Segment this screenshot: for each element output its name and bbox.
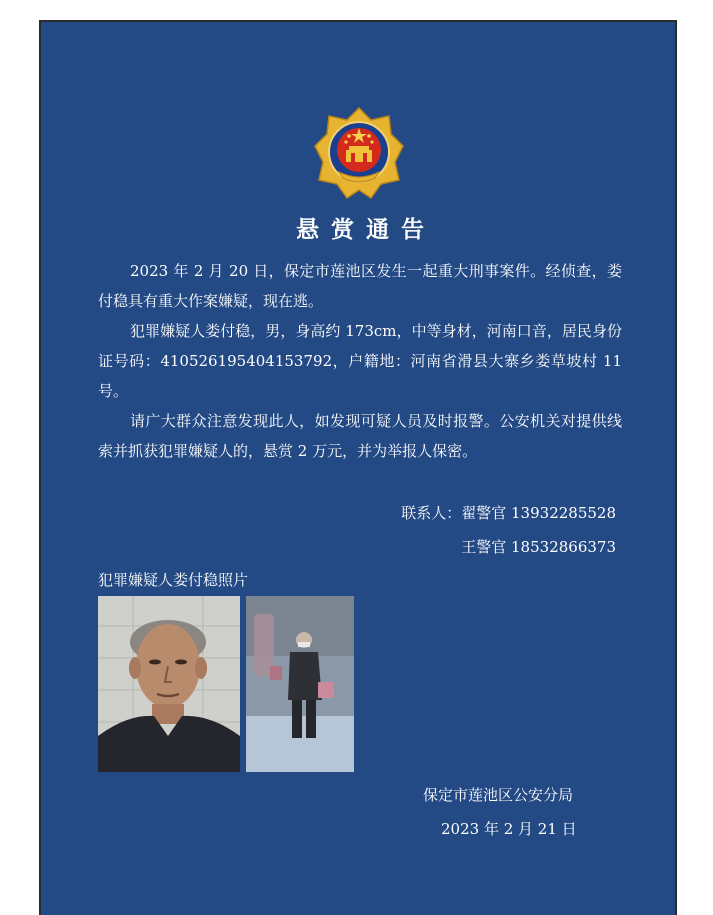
suspect-surveillance-photo <box>246 596 354 772</box>
wanted-notice-board <box>39 20 677 915</box>
notice-title: 悬赏通告 <box>296 216 436 243</box>
issue-date: 2023 年 2 月 21 日 <box>441 820 577 838</box>
case-paragraph: 2023 年 2 月 20 日，保定市莲池区发生一起重大刑事案件。经侦查，娄付稳具有重大作案嫌疑，现在逃。 <box>98 262 622 310</box>
issuing-authority: 保定市莲池区公安分局 <box>423 786 574 804</box>
suspect-portrait-photo <box>98 596 240 772</box>
suspect-details-paragraph: 犯罪嫌疑人娄付稳，男，身高约 173cm，中等身材，河南口音，居民身份证号码：410526195404153792，户籍地：河南省滑县大寨乡娄草坡村 11 号。 <box>98 322 622 400</box>
police-badge-icon <box>313 106 405 200</box>
reward-paragraph: 请广大群众注意发现此人，如发现可疑人员及时报警。公安机关对提供线索并抓获犯罪嫌疑人的，悬赏 2 万元，并为举报人保密。 <box>98 412 622 460</box>
photo-caption: 犯罪嫌疑人娄付稳照片 <box>98 571 249 589</box>
contact-line-1: 联系人：翟警官 13932285528 <box>401 504 616 522</box>
contact-line-2: 王警官 18532866373 <box>461 538 616 556</box>
